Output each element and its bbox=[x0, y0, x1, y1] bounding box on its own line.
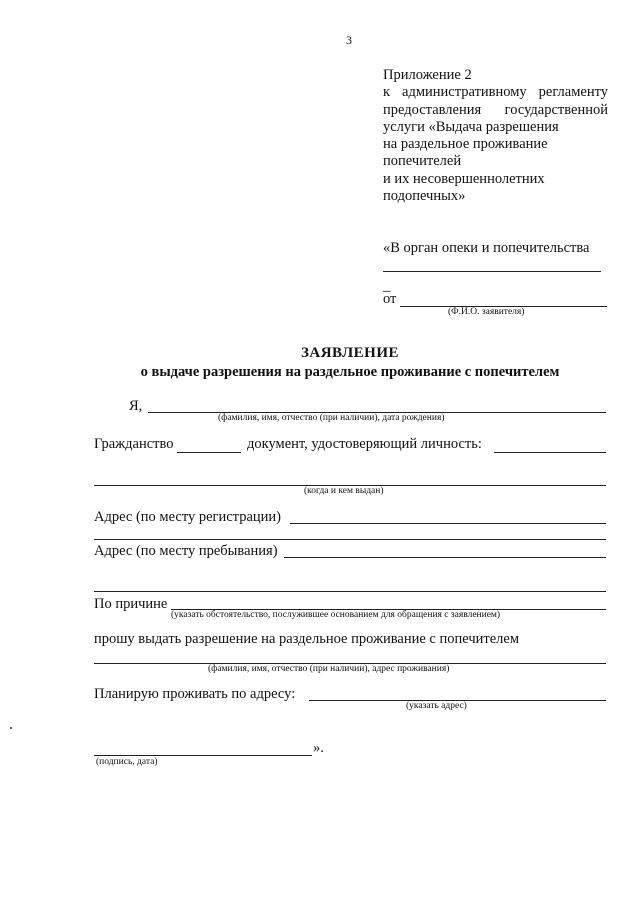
id-document-label: документ, удостоверяющий личность: bbox=[247, 436, 482, 452]
authority-name-field[interactable] bbox=[383, 271, 601, 272]
reason-caption: (указать обстоятельство, послужившее основанием для обращения с заявлением) bbox=[171, 610, 501, 620]
registration-address-field-2[interactable] bbox=[94, 539, 606, 540]
appendix-line: Приложение 2 bbox=[383, 67, 472, 83]
page-number: 3 bbox=[346, 33, 352, 47]
appendix-line: подопечных» bbox=[383, 188, 466, 205]
stay-address-label: Адрес (по месту пребывания) bbox=[94, 543, 278, 559]
request-text: прошу выдать разрешение на раздельное проживание с попечителем bbox=[94, 631, 519, 647]
planned-address-caption: (указать адрес) bbox=[406, 701, 467, 711]
applicant-details-caption: (фамилия, имя, отчество (при наличии), дата рождения) bbox=[218, 413, 445, 423]
signature-field[interactable] bbox=[94, 755, 312, 756]
appendix-header bbox=[383, 67, 608, 205]
guardian-details-caption: (фамилия, имя, отчество (при наличии), адрес проживания) bbox=[208, 664, 450, 674]
signature-closing-quote: ». bbox=[313, 740, 324, 756]
signature-caption: (подпись, дата) bbox=[96, 757, 158, 767]
appendix-line: и их несовершеннолетних bbox=[383, 170, 545, 187]
registration-address-label: Адрес (по месту регистрации) bbox=[94, 509, 281, 525]
registration-address-field[interactable] bbox=[290, 523, 606, 524]
appendix-line: попечителей bbox=[383, 153, 462, 170]
addressee-label: «В орган опеки и попечительства bbox=[383, 240, 590, 256]
scan-speck bbox=[10, 727, 12, 729]
reason-label: По причине bbox=[94, 596, 168, 612]
document-subtitle: о выдаче разрешения на раздельное проживание с попечителем bbox=[140, 364, 560, 380]
planned-address-label: Планирую проживать по адресу: bbox=[94, 686, 296, 702]
applicant-name-caption: (Ф.И.О. заявителя) bbox=[448, 307, 525, 317]
id-document-field[interactable] bbox=[494, 452, 606, 453]
citizenship-label: Гражданство bbox=[94, 436, 174, 452]
i-label: Я, bbox=[129, 398, 143, 414]
appendix-line: к административному регламенту bbox=[383, 84, 608, 101]
stay-address-field[interactable] bbox=[284, 557, 606, 558]
stay-address-field-2[interactable] bbox=[94, 591, 606, 592]
addressee-dash: _ bbox=[383, 278, 391, 294]
document-title: ЗАЯВЛЕНИЕ bbox=[300, 345, 400, 361]
appendix-line: предоставления государственной bbox=[383, 101, 608, 118]
appendix-line: услуги «Выдача разрешения bbox=[383, 118, 559, 135]
appendix-line: на раздельное проживание bbox=[383, 136, 548, 153]
issued-by-caption: (когда и кем выдан) bbox=[304, 486, 384, 496]
citizenship-field[interactable] bbox=[177, 452, 241, 453]
from-label: от bbox=[383, 291, 397, 307]
